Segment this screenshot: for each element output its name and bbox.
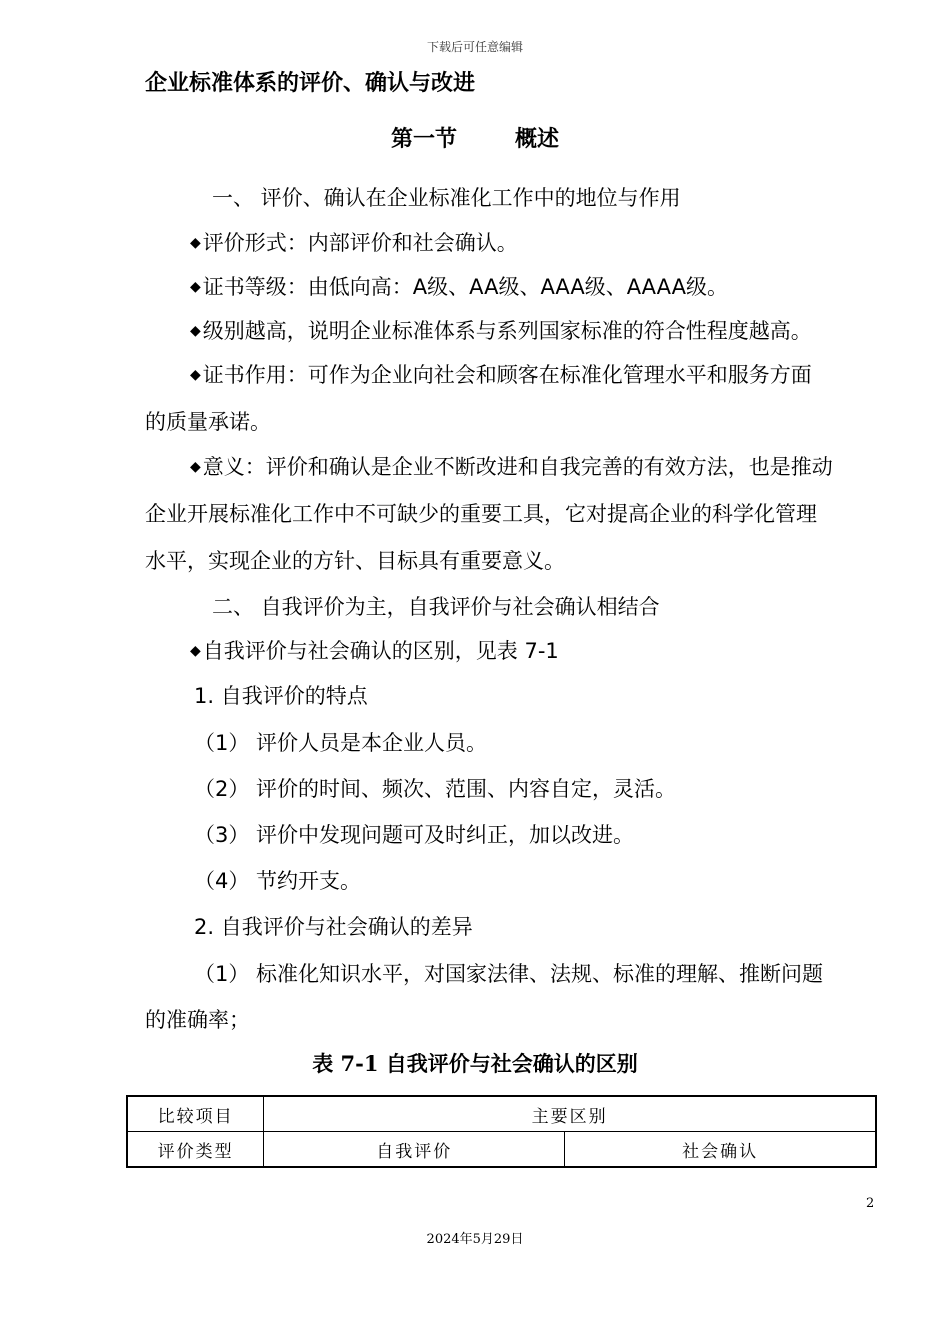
diamond-bullet-icon: ◆ [190,367,201,383]
diamond-bullet-icon: ◆ [190,279,201,295]
section-number: 第一节 [390,127,457,152]
bullet-evaluation-form [190,229,518,257]
paragraph-continuation: 的准确率； [145,1008,250,1032]
bullet-text: 评价形式：内部评价和社会确认。 [202,231,518,255]
bullet-certificate-role [190,361,812,389]
table-cell: 社会确认 [565,1132,876,1168]
paragraph-continuation: 水平，实现企业的方针、目标具有重要意义。 [145,549,565,573]
diamond-bullet-icon: ◆ [190,323,201,339]
list-item: （1） 标准化知识水平，对国家法律、法规、标准的理解、推断问题 [194,962,824,986]
heading-two: 二、 自我评价为主，自我评价与社会确认相结合 [212,595,660,619]
table-cell: 主要区别 [264,1096,876,1132]
list-item: （1） 评价人员是本企业人员。 [194,731,488,755]
bullet-text: 证书等级：由低向高：A级、AA级、AAA级、AAAA级。 [202,275,728,299]
table-cell: 自我评价 [264,1132,565,1168]
bullet-text: 自我评价与社会确认的区别，见表 7-1 [202,639,559,663]
heading-one: 一、 评价、确认在企业标准化工作中的地位与作用 [212,186,681,210]
bullet-certificate-levels [190,273,728,301]
paragraph-continuation: 企业开展标准化工作中不可缺少的重要工具，它对提高企业的科学化管理 [145,502,817,526]
footer-date: 2024年5月29日 [426,1232,524,1247]
table-row [127,1132,876,1168]
table-cell: 评价类型 [127,1132,264,1168]
list-item: （4） 节约开支。 [194,869,362,893]
subheading-one: 1. 自我评价的特点 [194,684,368,708]
diamond-bullet-icon: ◆ [190,643,201,659]
bullet-text: 级别越高，说明企业标准体系与系列国家标准的符合性程度越高。 [202,319,812,343]
table-row [127,1096,876,1132]
table-title: 表 7-1 自我评价与社会确认的区别 [312,1051,638,1076]
document-title: 企业标准体系的评价、确认与改进 [145,71,476,96]
bullet-higher-level [190,317,812,345]
list-item: （3） 评价中发现问题可及时纠正，加以改进。 [194,823,635,847]
section-title [0,122,950,153]
paragraph-continuation: 的质量承诺。 [145,410,271,434]
bullet-difference-ref [190,637,559,665]
diamond-bullet-icon: ◆ [190,459,201,475]
comparison-table [126,1095,877,1168]
bullet-text: 意义：评价和确认是企业不断改进和自我完善的有效方法，也是推动 [202,455,833,479]
page-number: 2 [866,1196,875,1211]
bullet-significance [190,453,833,481]
bullet-text: 证书作用：可作为企业向社会和顾客在标准化管理水平和服务方面 [202,363,812,387]
list-item: （2） 评价的时间、频次、范围、内容自定，灵活。 [194,777,677,801]
diamond-bullet-icon: ◆ [190,235,201,251]
table-cell: 比较项目 [127,1096,264,1132]
section-name: 概述 [515,127,560,152]
subheading-two: 2. 自我评价与社会确认的差异 [194,915,473,939]
header-note: 下载后可任意编辑 [426,40,523,54]
